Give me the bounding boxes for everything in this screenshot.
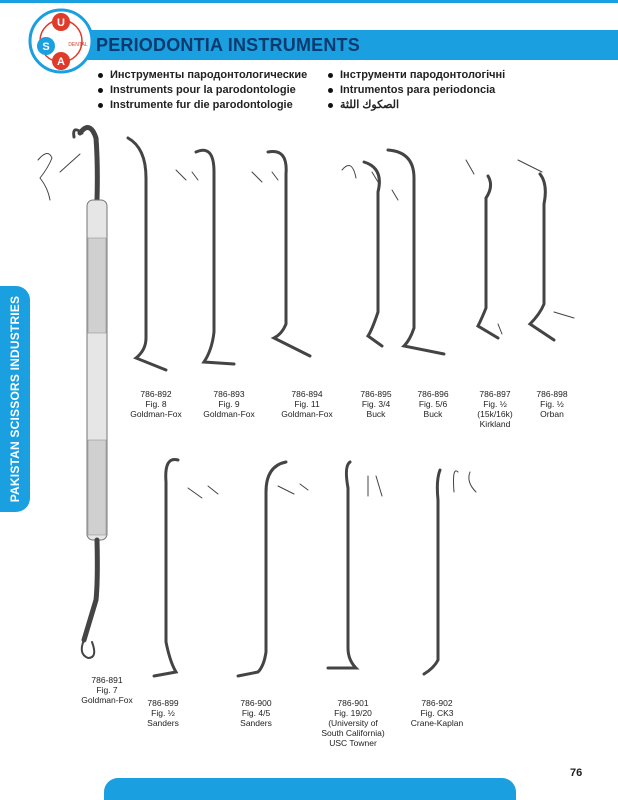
language-text: Instrumente fur die parodontologie xyxy=(110,99,293,111)
product-caption: 786-894 Fig. 11 Goldman-Fox xyxy=(281,389,333,419)
language-text: Инструменты пародонтологические xyxy=(110,69,308,81)
tip-detail-icon xyxy=(38,153,80,200)
product-caption: 786-902 Fig. CK3 Crane-Kaplan xyxy=(410,698,464,728)
product-caption: 786-897 Fig. ½ (15k/16k) Kirkland xyxy=(477,389,513,429)
sidebar-label: PAKISTAN SCISSORS INDUSTRIES xyxy=(8,295,22,503)
instrument-786-891-icon xyxy=(74,128,107,658)
instrument-786-899-icon xyxy=(154,459,218,676)
logo-letter-a: A xyxy=(57,56,65,68)
page-title: PERIODONTIA INSTRUMENTS xyxy=(96,35,360,55)
product-caption: 786-901 Fig. 19/20 (University of South California) USC Towner xyxy=(321,698,385,748)
product-caption: 786-895 Fig. 3/4 Buck xyxy=(360,389,392,419)
product-caption: 786-891 Fig. 7 Goldman-Fox xyxy=(81,675,133,705)
instrument-786-896-icon xyxy=(388,150,444,354)
product-caption: 786-899 Fig. ½ Sanders xyxy=(147,698,179,728)
instrument-786-900-icon xyxy=(238,462,308,676)
instrument-786-897-icon xyxy=(466,160,502,338)
language-text: Інструменти пародонтологічні xyxy=(340,69,506,81)
logo-letter-s: S xyxy=(42,41,50,53)
product-caption: 786-892 Fig. 8 Goldman-Fox xyxy=(130,389,182,419)
footer-bar xyxy=(104,778,516,800)
page-number: 76 xyxy=(570,767,583,779)
instrument-786-894-icon xyxy=(252,151,310,356)
language-text: الصكوك اللثة xyxy=(340,99,400,111)
product-caption: 786-893 Fig. 9 Goldman-Fox xyxy=(203,389,255,419)
logo-letter-u: U xyxy=(57,17,65,29)
instrument-786-898-icon xyxy=(518,160,574,340)
instrument-786-893-icon xyxy=(176,150,234,364)
instrument-786-895-icon xyxy=(342,162,382,346)
product-caption: 786-896 Fig. 5/6 Buck xyxy=(417,389,449,419)
language-text: Instruments pour la parodontologie xyxy=(110,84,296,96)
logo-ring-text: DENTAL xyxy=(68,42,88,48)
language-text: Intrumentos para periodoncia xyxy=(340,84,496,96)
instrument-786-901-icon xyxy=(328,462,382,668)
product-caption: 786-900 Fig. 4/5 Sanders xyxy=(240,698,272,728)
product-caption: 786-898 Fig. ½ Orban xyxy=(536,389,568,419)
instrument-786-892-icon xyxy=(128,138,166,370)
instrument-786-902-icon xyxy=(424,470,476,674)
